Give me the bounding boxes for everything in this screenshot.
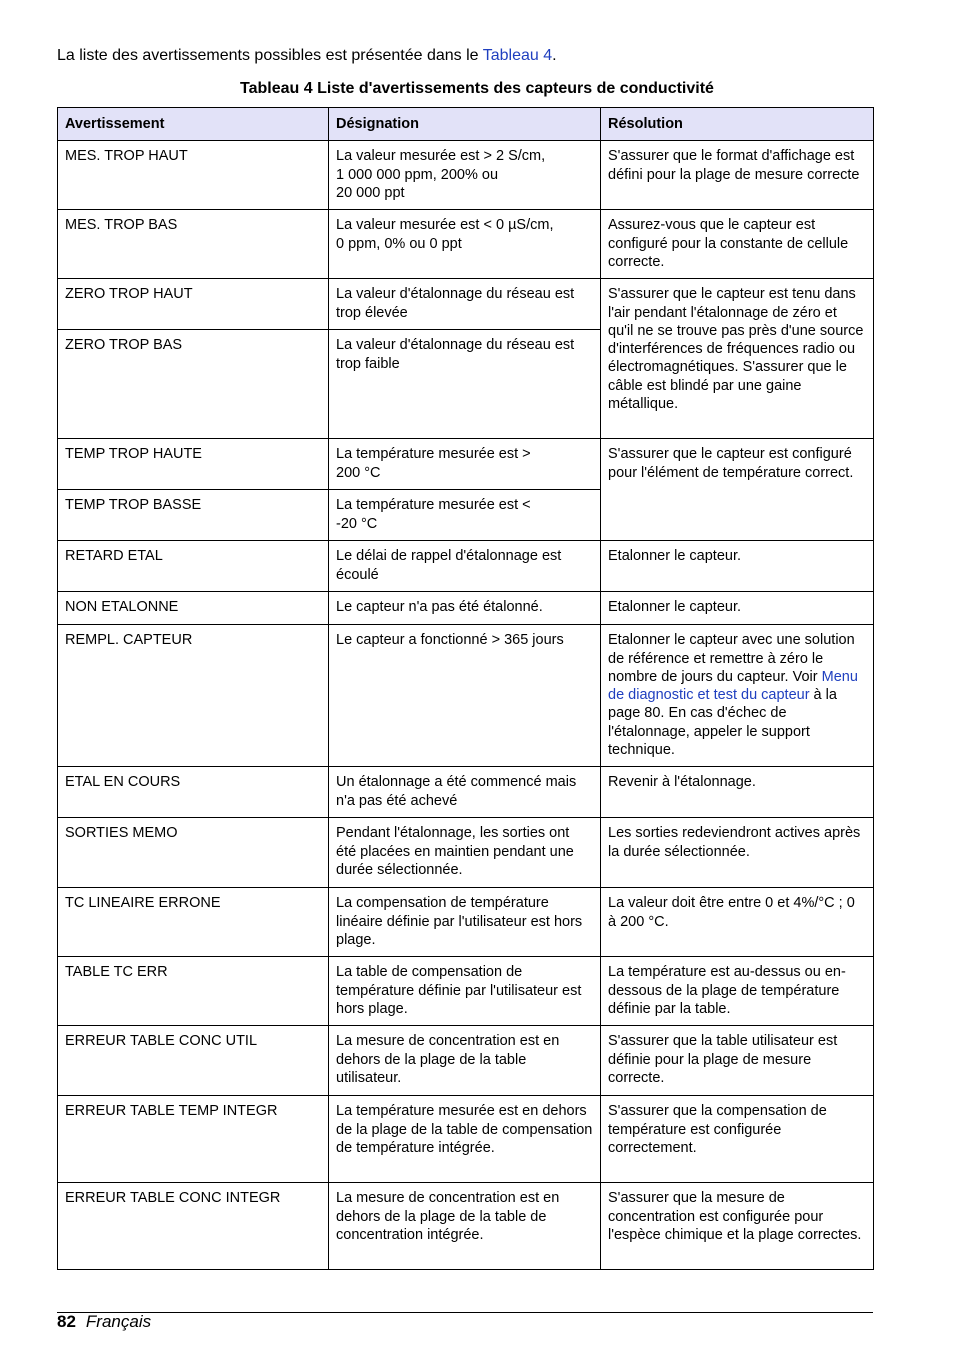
footer-divider: [57, 1312, 873, 1313]
resolution-cell: [601, 625, 874, 767]
resolution-cell: S'assurer que le capteur est configuré pour l'élément de température correct.: [601, 439, 874, 541]
table-row: [58, 439, 874, 490]
table-caption: Tableau 4 Liste d'avertissements des capteurs de conductivité: [240, 80, 714, 97]
resolution-cell: La valeur doit être entre 0 et 4%/°C ; 0 à 200 °C.: [601, 888, 874, 957]
resolution-text: à la page 80. En cas d'échec de l'étalonnage, appeler le support technique.: [608, 687, 837, 759]
warning-cell: REMPL. CAPTEUR: [58, 625, 329, 767]
intro-paragraph: [57, 46, 557, 66]
table-row: [58, 210, 874, 279]
intro-period: .: [552, 47, 557, 64]
page-footer: [57, 1312, 151, 1332]
table-header-row: [58, 108, 874, 141]
designation-cell: Un étalonnage a été commencé mais n'a pas été achevé: [329, 767, 601, 818]
warning-cell: ZERO TROP HAUT: [58, 279, 329, 330]
header-resolution: Résolution: [601, 108, 874, 141]
resolution-cell: Etalonner le capteur.: [601, 541, 874, 592]
table-row: [58, 818, 874, 888]
warning-cell: MES. TROP BAS: [58, 210, 329, 279]
warning-cell: TEMP TROP BASSE: [58, 490, 329, 541]
designation-cell: La température mesurée est en dehors de la plage de la table de compensation de température intégrée.: [329, 1096, 601, 1183]
resolution-cell: S'assurer que le capteur est tenu dans l'air pendant l'étalonnage de zéro et qu'il ne se trouve pas près d'une source d'interférences de fréquences radio ou électromagnétiques. S'assurer que le câble est blindé par une gaine métallique.: [601, 279, 874, 439]
resolution-cell: Assurez-vous que le capteur est configuré pour la constante de cellule correcte.: [601, 210, 874, 279]
warning-cell: ERREUR TABLE TEMP INTEGR: [58, 1096, 329, 1183]
table-row: [58, 1096, 874, 1183]
warning-cell: ETAL EN COURS: [58, 767, 329, 818]
designation-cell: La température mesurée est < -20 °C: [329, 490, 601, 541]
designation-cell: La valeur d'étalonnage du réseau est trop élevée: [329, 279, 601, 330]
resolution-cell: Les sorties redeviendront actives après la durée sélectionnée.: [601, 818, 874, 888]
table-row: [58, 592, 874, 625]
table-row: [58, 625, 874, 767]
designation-cell: La mesure de concentration est en dehors de la plage de la table de concentration intégrée.: [329, 1183, 601, 1270]
table-row: [58, 279, 874, 330]
warning-cell: SORTIES MEMO: [58, 818, 329, 888]
designation-cell: Le capteur a fonctionné > 365 jours: [329, 625, 601, 767]
warning-cell: MES. TROP HAUT: [58, 141, 329, 210]
table-row: [58, 541, 874, 592]
table-row: [58, 957, 874, 1026]
table-row: [58, 767, 874, 818]
designation-cell: La table de compensation de température définie par l'utilisateur est hors plage.: [329, 957, 601, 1026]
designation-cell: La valeur d'étalonnage du réseau est trop faible: [329, 330, 601, 439]
page-number: 82: [57, 1312, 76, 1331]
header-warning: Avertissement: [58, 108, 329, 141]
footer-language: Français: [85, 1312, 152, 1331]
warning-cell: ZERO TROP BAS: [58, 330, 329, 439]
resolution-cell: S'assurer que la mesure de concentration est configurée pour l'espèce chimique et la plage correctes.: [601, 1183, 874, 1270]
table-row: [58, 1026, 874, 1096]
table-row: [58, 888, 874, 957]
warning-cell: NON ETALONNE: [58, 592, 329, 625]
warning-cell: RETARD ETAL: [58, 541, 329, 592]
table-4-link[interactable]: Tableau 4: [482, 47, 553, 64]
designation-cell: La valeur mesurée est < 0 µS/cm, 0 ppm, 0% ou 0 ppt: [329, 210, 601, 279]
designation-cell: La mesure de concentration est en dehors de la plage de la table utilisateur.: [329, 1026, 601, 1096]
designation-cell: La valeur mesurée est > 2 S/cm, 1 000 000 ppm, 200% ou 20 000 ppt: [329, 141, 601, 210]
resolution-cell: S'assurer que la table utilisateur est définie pour la plage de mesure correcte.: [601, 1026, 874, 1096]
intro-text: La liste des avertissements possibles est présentée dans le: [57, 47, 483, 64]
warning-cell: TEMP TROP HAUTE: [58, 439, 329, 490]
warning-cell: TABLE TC ERR: [58, 957, 329, 1026]
resolution-cell: La température est au-dessus ou en-dessous de la plage de température définie par la table.: [601, 957, 874, 1026]
resolution-cell: S'assurer que la compensation de température est configurée correctement.: [601, 1096, 874, 1183]
warning-cell: TC LINEAIRE ERRONE: [58, 888, 329, 957]
diagnostic-menu-link[interactable]: Menu de diagnostic et test du capteur: [608, 668, 858, 704]
designation-cell: La compensation de température linéaire définie par l'utilisateur est hors plage.: [329, 888, 601, 957]
designation-cell: Le capteur n'a pas été étalonné.: [329, 592, 601, 625]
warnings-table: [57, 107, 874, 1270]
table-row: [58, 1183, 874, 1270]
table-row: [58, 141, 874, 210]
warning-cell: ERREUR TABLE CONC UTIL: [58, 1026, 329, 1096]
warning-cell: ERREUR TABLE CONC INTEGR: [58, 1183, 329, 1270]
designation-cell: La température mesurée est > 200 °C: [329, 439, 601, 490]
designation-cell: Pendant l'étalonnage, les sorties ont été placées en maintien pendant une durée sélectionnée.: [329, 818, 601, 888]
designation-cell: Le délai de rappel d'étalonnage est écoulé: [329, 541, 601, 592]
resolution-cell: Etalonner le capteur.: [601, 592, 874, 625]
resolution-text: Etalonner le capteur avec une solution de référence et remettre à zéro le nombre de jours du capteur. Voir: [608, 632, 855, 685]
header-designation: Désignation: [329, 108, 601, 141]
resolution-cell: S'assurer que le format d'affichage est défini pour la plage de mesure correcte: [601, 141, 874, 210]
resolution-cell: Revenir à l'étalonnage.: [601, 767, 874, 818]
